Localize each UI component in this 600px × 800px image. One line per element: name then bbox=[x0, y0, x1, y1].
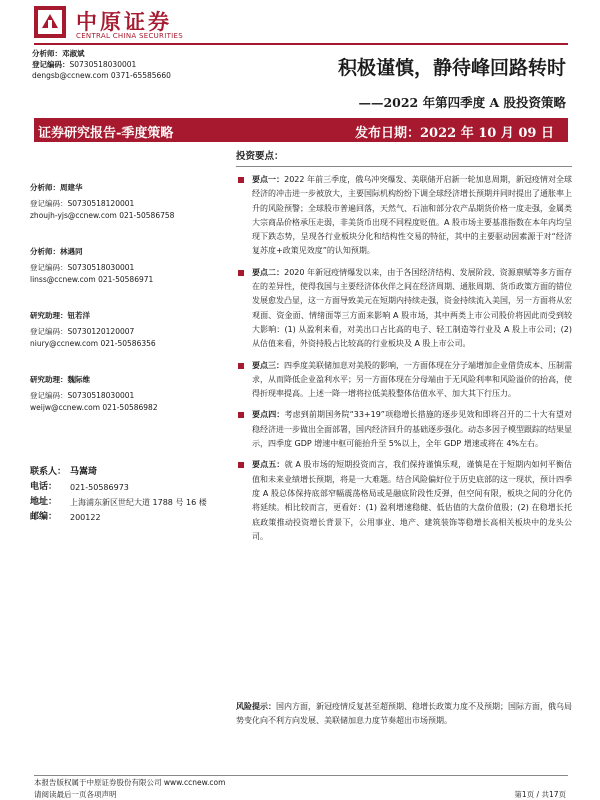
lead-contact: dengsb@ccnew.com 0371-65585660 bbox=[32, 71, 171, 80]
highlight-point bbox=[236, 408, 572, 451]
contact-person: 马嵩琦 bbox=[70, 467, 98, 477]
report-type: 证券研究报告-季度策略 bbox=[38, 126, 174, 141]
report-subtitle: ——2022 年第四季度 A 股投资策略 bbox=[358, 95, 566, 110]
square-bullet-icon bbox=[238, 270, 244, 276]
page-number: 第1页 / 共17页 bbox=[514, 790, 566, 799]
analyst-cert: S0730120120007 bbox=[67, 327, 135, 336]
analyst-contact: zhoujh-yjs@ccnew.com 021-50586758 bbox=[30, 211, 175, 220]
analyst-cert: S0730518120001 bbox=[67, 199, 135, 208]
contact-address: 上海浦东新区世纪大道 1788 号 16 楼 bbox=[70, 498, 207, 507]
analyst-cert: S0730518030001 bbox=[67, 391, 135, 400]
analyst-label: 分析师： bbox=[30, 183, 60, 192]
point-text: 四季度美联储加息对美股的影响，一方面体现在分子端增加企业借贷成本、压制需求，从而降低企业盈利水平；另一方面体现在分母端由于无风险利率和风险溢价的抬高，使得折现率提高。上述一降一增将拉低美股整体估值水平、加大其下行压力。 bbox=[252, 360, 572, 399]
contact-phone-label: 电话： bbox=[30, 482, 58, 492]
analyst-name: 林遇同 bbox=[60, 247, 83, 256]
highlights-heading: 投资要点： bbox=[236, 151, 284, 162]
analyst-cert-label: 登记编码： bbox=[30, 263, 68, 272]
footer-copyright: 本报告版权属于中原证券股份有限公司 www.ccnew.com bbox=[34, 778, 226, 787]
publish-date: 发布日期：2022 年 10 月 09 日 bbox=[355, 126, 554, 141]
point-label: 要点四： bbox=[252, 410, 285, 420]
contact-block bbox=[30, 465, 230, 525]
analyst-card bbox=[30, 244, 220, 308]
contact-address-label: 地址： bbox=[30, 497, 58, 507]
square-bullet-icon bbox=[238, 177, 244, 183]
point-text: 就 A 股市场的短期投资而言，我们保持谨慎乐观，谨慎是在于短期内如何平衡估值和未来业绩增长预期，将是一大难题。结合风险偏好位于历史底部的这一现状，预计四季度 A 股总体保持底部窄幅震荡格局或是融底阶段性反弹，但空间有限，板块之间的分化仍将延续。相比较而言，更看好：(1) 盈利增速稳健、低估值的大盘价值股；(2) 在稳增长托底政策推动投资增长背景下，公用事业、地产、建筑装饰等稳增长高相关板块中的龙头公司。 bbox=[252, 460, 572, 541]
analyst-label: 研究助理： bbox=[30, 375, 68, 384]
analyst-cert-label: 登记编码： bbox=[30, 391, 68, 400]
lead-cert-label: 登记编码： bbox=[32, 60, 70, 69]
analyst-name: 钮若洋 bbox=[67, 311, 90, 320]
analyst-label: 研究助理： bbox=[30, 311, 68, 320]
highlight-point bbox=[236, 266, 572, 352]
analyst-contact: weijw@ccnew.com 021-50586982 bbox=[30, 403, 158, 412]
highlight-point bbox=[236, 458, 572, 544]
analyst-contact: niury@ccnew.com 021-50586356 bbox=[30, 339, 156, 348]
risk-warning bbox=[236, 700, 572, 729]
header-rule bbox=[34, 43, 568, 45]
lead-cert-code: S0730518030001 bbox=[69, 60, 137, 69]
brand-mark-icon bbox=[34, 6, 66, 38]
contact-zip: 200122 bbox=[70, 513, 101, 522]
contact-zip-label: 邮编： bbox=[30, 512, 58, 522]
highlight-point bbox=[236, 359, 572, 402]
brand-logo bbox=[34, 4, 224, 44]
highlights-rule bbox=[236, 166, 572, 167]
point-label: 要点三： bbox=[252, 360, 284, 370]
footer-rule bbox=[34, 775, 568, 776]
risk-label: 风险提示： bbox=[236, 702, 276, 711]
point-label: 要点一： bbox=[252, 175, 285, 184]
analyst-card bbox=[30, 308, 220, 372]
lead-analyst-label: 分析师： bbox=[32, 49, 62, 58]
report-title: 积极谨慎，静待峰回路转时 bbox=[337, 57, 566, 79]
analyst-sidebar bbox=[30, 180, 220, 436]
square-bullet-icon bbox=[238, 462, 244, 468]
brand-name-cn: 中原证券 bbox=[76, 9, 172, 34]
point-label: 要点五： bbox=[252, 460, 285, 470]
point-label: 要点二： bbox=[252, 267, 285, 277]
analyst-card bbox=[30, 372, 220, 436]
brand-name-en: CENTRAL CHINA SECURITIES bbox=[76, 32, 183, 40]
risk-text: 国内方面，新冠疫情反复甚至超预期、稳增长政策力度不及预期；国际方面，俄乌局势变化向不利方向发展、美联储加息力度节奏超出市场预期。 bbox=[236, 702, 572, 726]
investment-highlights bbox=[236, 148, 572, 551]
analyst-cert-label: 登记编码： bbox=[30, 199, 68, 208]
analyst-card bbox=[30, 180, 220, 244]
contact-person-label: 联系人： bbox=[30, 467, 67, 477]
point-text: 2020 年新冠疫情爆发以来，由于各国经济结构、发展阶段、资源禀赋等多方面存在的差异性，使得我国与主要经济体伙伴之间在经济周期、通胀周期、货币政策方面的错位发展愈发凸显，这一方面导致美元在短期内持续走强，资金持续流入美国，另一方面将从宏观面、资金面、情绪面等三方面来影响 A 股市场，其中两类上市公司股价将因此而受到较大影响：(1) 从盈利来看，对美出口占比高的电子、轻工制造等行业及 A 股上市公司；(2) 从估值来看，外资持股占比较高的行业板块及 A 股上市公司。 bbox=[252, 267, 572, 349]
analyst-cert: S0730518030001 bbox=[67, 263, 135, 272]
lead-analyst bbox=[32, 48, 212, 81]
point-text: 考虑到前期国务院“33+19”项稳增长措施的逐步见效和即将召开的二十大有望对稳经济进一步做出全面部署，国内经济回升的基础逐步强化。动态多因子模型跟踪的结果显示，四季度 GDP 增速中枢可能抬升至 5%以上，全年 GDP 增速或将在 4%左右。 bbox=[252, 410, 572, 449]
footer-notice bbox=[34, 777, 225, 800]
analyst-name: 魏际维 bbox=[67, 375, 90, 384]
analyst-cert-label: 登记编码： bbox=[30, 327, 68, 336]
analyst-name: 周建华 bbox=[60, 183, 83, 192]
lead-analyst-name: 邓淑斌 bbox=[62, 49, 85, 58]
contact-phone: 021-50586973 bbox=[70, 483, 129, 492]
footer-disclaimer-link[interactable]: 请阅读最后一页各项声明 bbox=[34, 790, 117, 799]
analyst-contact: linss@ccnew.com 021-50586971 bbox=[30, 275, 154, 284]
highlight-point bbox=[236, 173, 572, 259]
point-text: 2022 年前三季度，俄乌冲突爆发、美联储开启新一轮加息周期，新冠疫情对全球经济的冲击进一步被放大，主要国际机构纷纷下调全球经济增长预期并同时提出了通胀率上升的风险预警；全球股市普遍回落，天然气、石油和部分农产品期货价格一度走强，金属类大宗商品价格承压走弱，非美货币出现不同程度贬值。A 股市场主要基准指数在本年内均呈现下跌态势，呈现各行业板块分化和结构性交易的特征，其中的主要驱动因素源于对“经济复苏度+政策见效度”的认知预期。 bbox=[252, 175, 573, 256]
square-bullet-icon bbox=[238, 363, 244, 369]
square-bullet-icon bbox=[238, 412, 244, 418]
report-type-band bbox=[34, 118, 568, 142]
analyst-label: 分析师： bbox=[30, 247, 60, 256]
